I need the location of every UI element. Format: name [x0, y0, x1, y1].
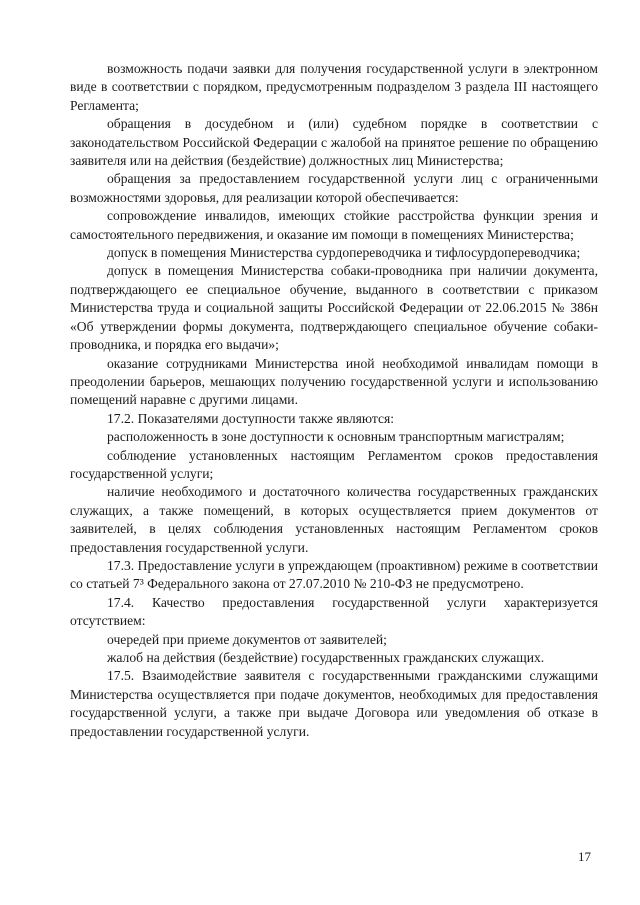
paragraph-section-17-4: 17.4. Качество предоставления государственной услуги характеризуется отсутствием:: [70, 594, 598, 629]
paragraph-appeal: обращения в досудебном и (или) судебном порядке в соответствии с законодательством Российской Федерации с жалобой на принятое решение по обращению заявителя или на действия (бездействие) должностных лиц Министерства;: [70, 116, 598, 169]
paragraph-electronic-application: возможность подачи заявки для получения государственной услуги в электронном виде в соответствии с порядком, предусмотренным подразделом 3 раздела III настоящего Регламента;: [70, 61, 598, 113]
paragraph-staff-assistance: оказание сотрудниками Министерства иной необходимой инвалидам помощи в преодолении барьеров, мешающих получению государственной услуги и использованию помещений наравне с другими лицами.: [70, 355, 598, 408]
paragraph-guide-dog: допуск в помещения Министерства собаки-проводника при наличии документа, подтверждающего ее специальное обучение, выданного в соответствии с приказом Министерства труда и социальной защиты Российской Федерации от 22.06.2015 № 386н «Об утверждении формы документа, подтверждающего специальное обучение собаки-проводника, и порядка его выдачи»;: [70, 263, 598, 353]
paragraph-staffing: наличие необходимого и достаточного количества государственных гражданских служащих, а также помещений, в которых осуществляется прием документов от заявителей, в целях соблюдения установленных настоящим Регламентом сроков предоставления государственной услуги.: [70, 484, 598, 555]
paragraph-section-17-2: 17.2. Показателями доступности также являются:: [107, 410, 395, 426]
paragraph-no-queues: очередей при приеме документов от заявителей;: [107, 631, 387, 647]
paragraph-limited-mobility: обращения за предоставлением государственной услуги лиц с ограниченными возможностями здоровья, для реализации которой обеспечивается:: [70, 171, 598, 205]
paragraph-section-17-3: 17.3. Предоставление услуги в упреждающем (проактивном) режиме в соответствии со статьей 7³ Федерального закона от 27.07.2010 № 210-ФЗ не предусмотрено.: [70, 557, 598, 592]
paragraph-deadlines: соблюдение установленных настоящим Регламентом сроков предоставления государственной услуги;: [70, 447, 598, 481]
document-body: [70, 60, 598, 741]
paragraph-sign-interpreter: допуск в помещения Министерства сурдопереводчика и тифлосурдопереводчика;: [107, 245, 581, 261]
paragraph-no-complaints: жалоб на действия (бездействие) государственных гражданских служащих.: [107, 650, 545, 665]
paragraph-escort-disabled: сопровождение инвалидов, имеющих стойкие расстройства функции зрения и самостоятельного передвижения, и оказание им помощи в помещениях Министерства;: [70, 208, 598, 242]
paragraph-section-17-5: 17.5. Взаимодействие заявителя с государственными гражданскими служащими Министерства осуществляется при подаче документов, необходимых для предоставления государственной услуги, а также при выдаче Договора или уведомления об отказе в предоставлении государственной услуги.: [70, 668, 598, 739]
page-number: 17: [578, 849, 591, 864]
paragraph-transport-access: расположенность в зоне доступности к основным транспортным магистралям;: [107, 429, 565, 445]
